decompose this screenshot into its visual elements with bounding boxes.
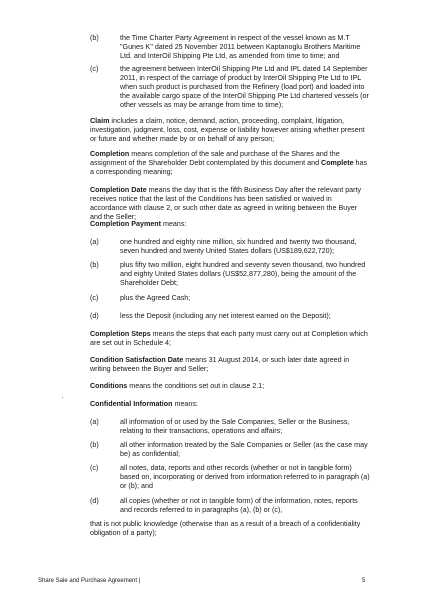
list-item-marker: (b) — [90, 261, 99, 269]
list-item-marker: (d) — [90, 497, 99, 505]
defined-term: Conditions — [90, 382, 128, 390]
list-item-marker: (d) — [90, 312, 99, 320]
list-item-text: all copies (whether or not in tangible form) of the information, notes, reports and records referred to in paragraphs (a), (b) or (c), — [120, 497, 358, 515]
list-item-marker: (b) — [90, 441, 99, 449]
definition-paragraph — [90, 356, 370, 374]
list-item-marker: (a) — [90, 238, 99, 246]
list-item-marker: (c) — [90, 294, 99, 302]
list-item-marker: (a) — [90, 418, 99, 426]
definition-text: means: — [172, 400, 198, 408]
defined-term: Condition Satisfaction Date — [90, 356, 184, 364]
defined-term: Confidential Information — [90, 400, 173, 408]
definition-text: has a corresponding meaning; — [90, 159, 368, 177]
definition-text: means completion of the sale and purchase of the Shares and the assignment of the Shareholder Debt contemplated by this document and — [90, 150, 340, 168]
defined-term: Completion — [90, 150, 130, 158]
list-item-marker: (c) — [90, 65, 99, 73]
definition-paragraph — [90, 382, 370, 391]
definition-text: means the conditions set out in clause 2.1; — [127, 382, 265, 390]
definition-paragraph — [90, 400, 370, 409]
definition-text: means the steps that each party must carry out at Completion which are set out in Schedule 4; — [90, 330, 368, 348]
list-item-text: the agreement between InterOil Shipping Pte Ltd and IPL dated 14 September 2011, in respect of the carriage of product by InterOil Shipping Pte Ltd to IPL when such product is purchased from the Refinery (load port) and loaded into the available cargo space of the InterOil Shipping Pte Ltd chartered vessels (or other vessels as may be arrange from time to time); — [120, 65, 369, 110]
definition-paragraph — [90, 150, 370, 177]
body-paragraph: that is not public knowledge (otherwise than as a result of a breach of a confidentiality obligation of a party); — [90, 520, 361, 538]
footer-title: Share Sale and Purchase Agreement | — [38, 578, 141, 584]
definition-text: includes a claim, notice, demand, action, proceeding, complaint, litigation, investigation, judgment, loss, cost, expense or liability however arising whether present or future and whether made by or on behalf of any person; — [90, 117, 365, 144]
list-item-text: one hundred and eighty nine million, six hundred and twenty two thousand, seven hundred and twenty United States dollars (US$189,622,720); — [120, 238, 357, 256]
list-item-marker: (b) — [90, 34, 99, 42]
definition-text: means: — [161, 220, 187, 228]
list-item-text: the Time Charter Party Agreement in respect of the vessel known as M.T "Gunes K" dated 25 November 2011 between Kaptanoglu Brothers Maritime Ltd. and InterOil Shipping Pte Ltd, as amended from time to time; and — [120, 34, 361, 61]
definition-paragraph — [90, 220, 370, 229]
definition-text: means 31 August 2014, or such later date agreed in writing between the Buyer and Seller; — [90, 356, 350, 374]
definition-text: means the day that is the fifth Business Day after the relevant party receives notice that the last of the Conditions has been satisfied or waived in accordance with clause 2, or such other date as agreed in writing between the Buyer and the Seller; — [90, 186, 362, 222]
list-item-text: plus the Agreed Cash; — [120, 294, 191, 302]
defined-term: Claim — [90, 117, 110, 125]
margin-mark — [62, 397, 63, 398]
definition-paragraph — [90, 330, 370, 348]
list-item-text: all information of or used by the Sale Companies, Seller or the Business, relating to their transactions, operations and affairs; — [120, 418, 350, 436]
defined-term: Complete — [321, 159, 354, 168]
list-item-text: all notes, data, reports and other records (whether or not in tangible form) based on, incorporating or derived from information referred to in paragraph (a) or (b); and — [120, 464, 370, 491]
defined-term: Completion Date — [90, 186, 147, 194]
list-item-text: less the Deposit (including any net interest earned on the Deposit); — [120, 312, 331, 320]
definition-paragraph — [90, 117, 370, 144]
definition-paragraph — [90, 186, 370, 222]
list-item-text: all other information treated by the Sale Companies or Seller (as the case may be) as confidential; — [120, 441, 368, 459]
page-number: 5 — [362, 578, 366, 584]
defined-term: Completion Steps — [90, 330, 151, 338]
list-item-text: plus fifty two million, eight hundred and seventy seven thousand, two hundred and eighty United States dollars (US$52,877,280), being the amount of the Shareholder Debt; — [120, 261, 366, 288]
list-item-marker: (c) — [90, 464, 99, 472]
defined-term: Completion Payment — [90, 220, 162, 228]
